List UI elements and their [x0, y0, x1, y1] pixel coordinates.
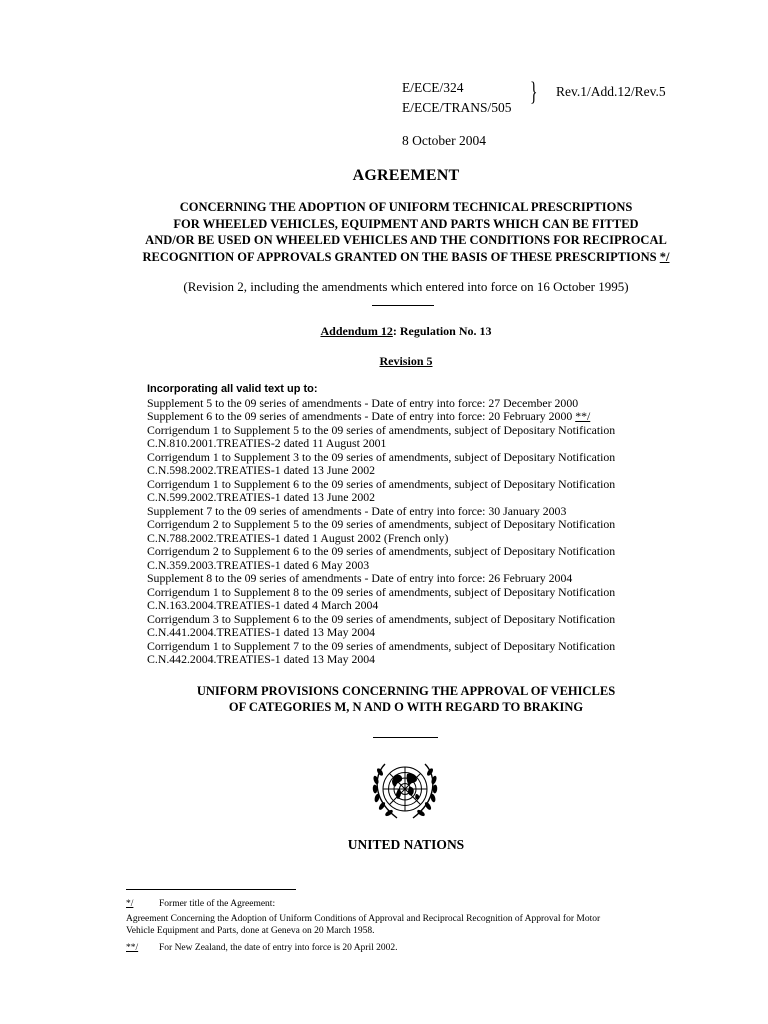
regulation-subject-line: OF CATEGORIES M, N AND O WITH REGARD TO BRAKING — [228, 700, 584, 714]
brace-icon: } — [530, 77, 538, 106]
subject-line: RECOGNITION OF APPROVALS GRANTED ON THE BASIS OF THESE PRESCRIPTIONS */ — [142, 249, 670, 264]
subject-line: FOR WHEELED VEHICLES, EQUIPMENT AND PARTS WHICH CAN BE FITTED — [173, 216, 639, 231]
document-symbol-2: E/ECE/TRANS/505 — [402, 100, 512, 115]
incorporated-texts-list — [147, 383, 647, 667]
list-item: Corrigendum 1 to Supplement 5 to the 09 series of amendments, subject of Depositary Notification — [147, 422, 616, 437]
subject-line: AND/OR BE USED ON WHEELED VEHICLES AND THE CONDITIONS FOR RECIPROCAL — [145, 233, 667, 247]
regulation-subject-line: UNIFORM PROVISIONS CONCERNING THE APPROVAL OF VEHICLES — [196, 684, 616, 698]
list-item: Corrigendum 2 to Supplement 6 to the 09 series of amendments, subject of Depositary Notification — [147, 544, 616, 558]
footnote-text: Vehicle Equipment and Parts, done at Geneva on 20 March 1958. — [126, 926, 375, 936]
footnote-marker-link[interactable]: */ — [659, 249, 670, 264]
list-item: Corrigendum 3 to Supplement 6 to the 09 series of amendments, subject of Depositary Notification — [147, 611, 616, 626]
list-item: C.N.788.2002.TREATIES-1 dated 1 August 2002 (French only) — [147, 530, 449, 545]
document-symbol-1: E/ECE/324 — [402, 80, 464, 95]
list-item: Corrigendum 1 to Supplement 7 to the 09 series of amendments, subject of Depositary Notification — [147, 638, 616, 653]
addendum-heading: Addendum 12: Regulation No. 13 — [320, 324, 492, 338]
footnote-marker: **/ — [126, 943, 139, 953]
regulation-subject — [0, 683, 768, 715]
list-heading: Incorporating all valid text up to: — [147, 383, 318, 395]
divider — [373, 737, 438, 738]
organization-name: UNITED NATIONS — [347, 837, 465, 852]
document-date: 8 October 2004 — [402, 133, 486, 148]
list-item: Supplement 6 to the 09 series of amendments - Date of entry into force: 20 February 2000 **/ — [147, 409, 591, 423]
list-item: Corrigendum 1 to Supplement 8 to the 09 series of amendments, subject of Depositary Notification — [147, 584, 616, 599]
subject-line: CONCERNING THE ADOPTION OF UNIFORM TECHNICAL PRESCRIPTIONS — [179, 200, 633, 214]
footnote-divider — [126, 889, 296, 890]
subject-block — [0, 199, 768, 265]
revision-heading: Revision 5 — [379, 354, 433, 368]
list-item: C.N.359.2003.TREATIES-1 dated 6 May 2003 — [147, 557, 370, 572]
list-item: Corrigendum 1 to Supplement 3 to the 09 series of amendments, subject of Depositary Notification — [147, 449, 616, 464]
footnote-marker-link[interactable]: **/ — [575, 409, 591, 423]
list-item: C.N.598.2002.TREATIES-1 dated 13 June 2002 — [147, 463, 376, 477]
list-item: C.N.442.2004.TREATIES-1 dated 13 May 2004 — [147, 652, 376, 666]
revision-note: (Revision 2, including the amendments which entered into force on 16 October 1995) — [183, 279, 629, 294]
footnote-text: Former title of the Agreement: — [159, 899, 276, 909]
united-nations-emblem-icon — [367, 756, 443, 824]
footnote-text: Agreement Concerning the Adoption of Uniform Conditions of Approval and Reciprocal Recognition of Approval for Motor — [126, 914, 601, 924]
footnote-marker: */ — [126, 899, 134, 909]
list-item: Supplement 8 to the 09 series of amendments - Date of entry into force: 26 February 2004 — [147, 571, 573, 585]
page-title: AGREEMENT — [352, 167, 460, 184]
list-item: C.N.163.2004.TREATIES-1 dated 4 March 2004 — [147, 598, 379, 612]
list-item: Supplement 7 to the 09 series of amendments - Date of entry into force: 30 January 2003 — [147, 503, 567, 518]
footnote-text: For New Zealand, the date of entry into force is 20 April 2002. — [159, 943, 398, 953]
list-item: C.N.810.2001.TREATIES-2 dated 11 August 2001 — [147, 436, 387, 450]
revision-reference: Rev.1/Add.12/Rev.5 — [556, 84, 666, 99]
list-item: C.N.599.2002.TREATIES-1 dated 13 June 2002 — [147, 490, 376, 504]
list-item: Corrigendum 2 to Supplement 5 to the 09 series of amendments, subject of Depositary Notification — [147, 517, 616, 531]
list-item: C.N.441.2004.TREATIES-1 dated 13 May 2004 — [147, 625, 376, 639]
list-item: Supplement 5 to the 09 series of amendments - Date of entry into force: 27 December 2000 — [147, 395, 579, 410]
divider — [372, 305, 434, 306]
list-item: Corrigendum 1 to Supplement 6 to the 09 series of amendments, subject of Depositary Notification — [147, 476, 616, 491]
